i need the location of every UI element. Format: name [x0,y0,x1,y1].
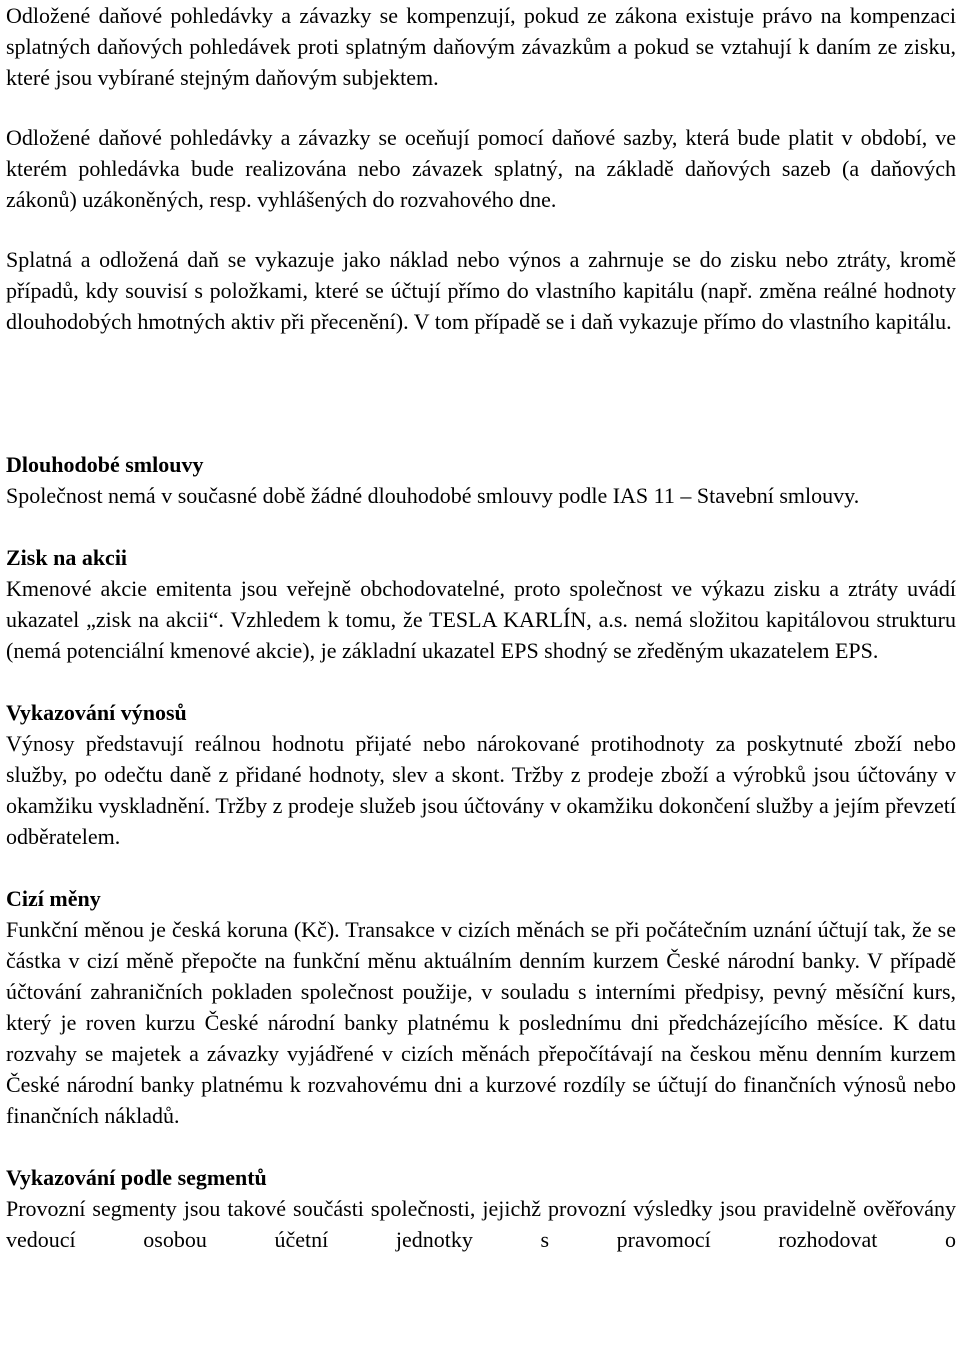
section-body: Provozní segmenty jsou takové součásti společnosti, jejichž provozní výsledky jsou pravidelně ověřovány vedoucí osobou účetní jednotky s pravomocí rozhodovat o [6,1196,956,1252]
section-heading: Cizí měny [6,886,101,911]
section-body: Výnosy představují reálnou hodnotu přijaté nebo nárokované protihodnoty za poskytnuté zboží nebo služby, po odečtu daně z přidané hodnoty, slev a skont. Tržby z prodeje zboží a výrobků jsou účtovány v okamžiku vyskladnění. Tržby z prodeje služeb jsou účtovány v okamžiku dokončení služby a jejím převzetí odběratelem. [6,731,956,849]
section-body: Společnost nemá v současné době žádné dlouhodobé smlouvy podle IAS 11 – Stavební smlouvy. [6,483,860,508]
section-segment-reporting [6,1162,956,1255]
paragraph-current-deferred-tax: Splatná a odložená daň se vykazuje jako náklad nebo výnos a zahrnuje se do zisku nebo ztráty, kromě případů, kdy souvisí s položkami, které se účtují přímo do vlastního kapitálu (např. změna reálné hodnoty dlouhodobých hmotných aktiv při přecenění). V tom případě se i daň vykazuje přímo do vlastního kapitálu. [6,247,956,334]
paragraph-deferred-tax-offset: Odložené daňové pohledávky a závazky se kompenzují, pokud ze zákona existuje právo na kompenzaci splatných daňových pohledávek proti splatným daňovým závazkům a pokud se vztahují k daním ze zisku, které jsou vybírané stejným daňovým subjektem. [6,3,956,90]
section-foreign-currencies [6,883,956,1131]
section-heading: Vykazování podle segmentů [6,1165,267,1190]
section-body: Kmenové akcie emitenta jsou veřejně obchodovatelné, proto společnost ve výkazu zisku a ztráty uvádí ukazatel „zisk na akcii“. Vzhledem k tomu, že TESLA KARLÍN, a.s. nemá složitou kapitálovou strukturu (nemá potenciální kmenové akcie), je základní ukazatel EPS shodný se zředěným ukazatelem EPS. [6,576,956,663]
section-earnings-per-share [6,542,956,666]
paragraph-deferred-tax-measurement: Odložené daňové pohledávky a závazky se oceňují pomocí daňové sazby, která bude platit v období, ve kterém pohledávka bude realizována nebo závazek splatný, na základě daňových sazeb (a daňových zákonů) uzákoněných, resp. vyhlášených do rozvahového dne. [6,125,956,212]
section-long-term-contracts [6,449,956,511]
document-page [6,0,956,1255]
section-revenue-recognition [6,697,956,852]
section-heading: Dlouhodobé smlouvy [6,452,204,477]
section-heading: Vykazování výnosů [6,700,187,725]
section-heading: Zisk na akcii [6,545,128,570]
section-body: Funkční měnou je česká koruna (Kč). Transakce v cizích měnách se při počátečním uznání účtují tak, že se částka v cizí měně přepočte na funkční měnu aktuálním denním kurzem České národní banky. V případě účtování zahraničních pokladen společnost použije, v souladu s interními předpisy, pevný měsíční kurs, který je roven kurzu České národní banky platnému k poslednímu dni předcházejícího měsíce. K datu rozvahy se majetek a závazky vyjádřené v cizích měnách přepočítávají na českou měnu denním kurzem České národní banky platnému k rozvahovému dni a kurzové rozdíly se účtují do finančních výnosů nebo finančních nákladů. [6,917,956,1128]
